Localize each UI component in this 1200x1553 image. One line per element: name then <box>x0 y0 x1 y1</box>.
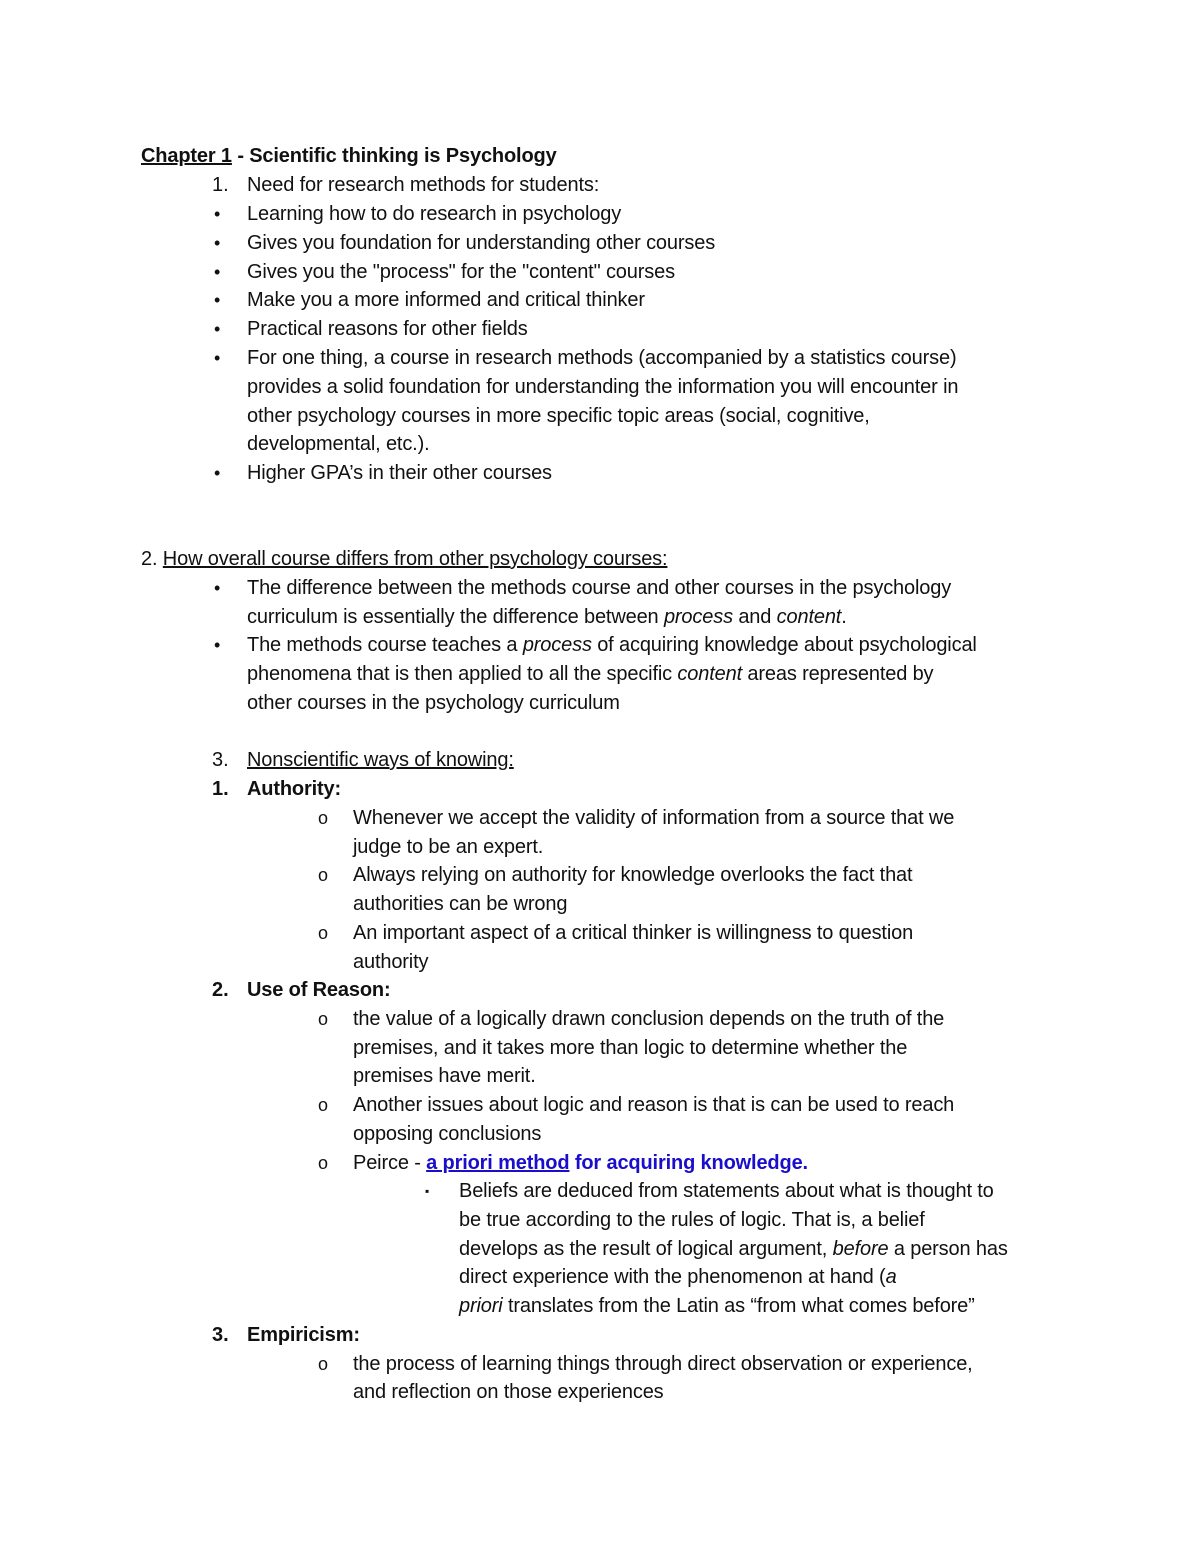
circle-marker: o <box>318 1009 329 1029</box>
text-run: The methods course teaches a <box>247 634 523 656</box>
section1-number: 1. <box>212 174 229 196</box>
section1-heading: Need for research methods for students: <box>247 174 600 196</box>
circle-marker: o <box>318 808 329 828</box>
section1-bullet: For one thing, a course in research methods (accompanied by a statistics course) <box>247 347 957 369</box>
text-run: and <box>732 606 777 628</box>
circle-marker: o <box>318 1095 329 1115</box>
text-run: direct experience with the phenomenon at hand ( <box>459 1266 886 1288</box>
authority-line: Always relying on authority for knowledge overlooks the fact that <box>353 864 913 886</box>
section1-bullet: Higher GPA’s in their other courses <box>247 462 552 484</box>
section1-bullet: Practical reasons for other fields <box>247 318 528 340</box>
authority-line: authority <box>353 951 429 973</box>
section2-bullet1-line1: The difference between the methods course and other courses in the psychology <box>247 577 952 599</box>
peirce-sub-line: Beliefs are deduced from statements about what is thought to <box>459 1180 994 1202</box>
chapter-heading <box>141 142 557 171</box>
reason-line: the value of a logically drawn conclusion depends on the truth of the <box>353 1008 945 1030</box>
section1-bullet: Learning how to do research in psychology <box>247 203 622 225</box>
section2-bullet2-line2 <box>247 660 933 689</box>
peirce-sub-line <box>459 1292 975 1321</box>
section2-bullet2-line3: other courses in the psychology curriculum <box>247 692 620 714</box>
empiricism-label: Empiricism: <box>247 1324 360 1346</box>
reason-number: 2. <box>212 979 229 1001</box>
section1-bullet: Make you a more informed and critical thinker <box>247 289 645 311</box>
circle-marker: o <box>318 923 329 943</box>
text-run-italic: a <box>885 1266 897 1288</box>
bullet-marker: • <box>214 578 221 598</box>
reason-line: opposing conclusions <box>353 1123 542 1145</box>
authority-line: authorities can be wrong <box>353 893 568 915</box>
text-run-blue: for acquiring knowledge. <box>569 1152 808 1174</box>
authority-line: Whenever we accept the validity of information from a source that we <box>353 807 955 829</box>
empiricism-number: 3. <box>212 1324 229 1346</box>
text-run-italic: priori <box>459 1295 503 1317</box>
section2-heading-line <box>141 545 667 574</box>
empiricism-line: and reflection on those experiences <box>353 1381 664 1403</box>
authority-number: 1. <box>212 778 229 800</box>
bullet-marker: • <box>214 262 221 282</box>
text-run: develops as the result of logical argument, <box>459 1238 833 1260</box>
empiricism-line: the process of learning things through direct observation or experience, <box>353 1353 973 1375</box>
reason-line: premises, and it takes more than logic to determine whether the <box>353 1037 908 1059</box>
text-run: a person has <box>888 1238 1008 1260</box>
authority-line: An important aspect of a critical thinker is willingness to question <box>353 922 914 944</box>
reason-line: premises have merit. <box>353 1065 536 1087</box>
circle-marker: o <box>318 1153 329 1173</box>
section1-bullet-cont: developmental, etc.). <box>247 433 430 455</box>
section3-number: 3. <box>212 749 229 771</box>
reason-line: Another issues about logic and reason is that is can be used to reach <box>353 1094 955 1116</box>
text-run-italic: content <box>677 663 742 685</box>
text-run: translates from the Latin as “from what comes before” <box>502 1295 975 1317</box>
peirce-sub-line: be true according to the rules of logic. That is, a belief <box>459 1209 925 1231</box>
section2-number: 2. <box>141 548 163 570</box>
authority-line: judge to be an expert. <box>353 836 544 858</box>
section1-bullet: Gives you foundation for understanding other courses <box>247 232 716 254</box>
section1-bullet: Gives you the "process" for the "content" courses <box>247 261 675 283</box>
chapter-label: Chapter 1 <box>141 145 232 167</box>
section2-bullet1-line2 <box>247 603 847 632</box>
authority-label: Authority: <box>247 778 342 800</box>
text-run-italic: before <box>832 1238 889 1260</box>
bullet-marker: • <box>214 348 221 368</box>
text-run-italic: process <box>522 634 592 656</box>
section2-heading: How overall course differs from other psychology courses: <box>162 548 668 570</box>
section1-bullet-cont: other psychology courses in more specific topic areas (social, cognitive, <box>247 405 870 427</box>
section1-bullet-cont: provides a solid foundation for understanding the information you will encounter in <box>247 376 959 398</box>
text-run-italic: process <box>663 606 733 628</box>
reason-label: Use of Reason: <box>247 979 391 1001</box>
text-run: curriculum is essentially the difference between <box>247 606 664 628</box>
text-run-italic: content <box>776 606 842 628</box>
peirce-line <box>353 1149 808 1178</box>
bullet-marker: • <box>214 635 221 655</box>
section2-bullet2-line1 <box>247 631 977 660</box>
bullet-marker: • <box>214 233 221 253</box>
peirce-sub-line <box>459 1235 1008 1264</box>
bullet-marker: • <box>214 319 221 339</box>
text-run: . <box>841 606 847 628</box>
text-run: of acquiring knowledge about psychological <box>591 634 977 656</box>
chapter-title: - Scientific thinking is Psychology <box>231 145 557 167</box>
square-marker: ▪ <box>425 1184 430 1198</box>
text-run: phenomena that is then applied to all the specific <box>247 663 678 685</box>
a-priori-method-link[interactable]: a priori method <box>426 1152 570 1174</box>
bullet-marker: • <box>214 463 221 483</box>
circle-marker: o <box>318 1354 329 1374</box>
bullet-marker: • <box>214 290 221 310</box>
text-run: Peirce - <box>353 1152 427 1174</box>
section3-heading: Nonscientific ways of knowing: <box>247 749 514 771</box>
circle-marker: o <box>318 865 329 885</box>
bullet-marker: • <box>214 204 221 224</box>
peirce-sub-line <box>459 1263 897 1292</box>
text-run: areas represented by <box>741 663 934 685</box>
